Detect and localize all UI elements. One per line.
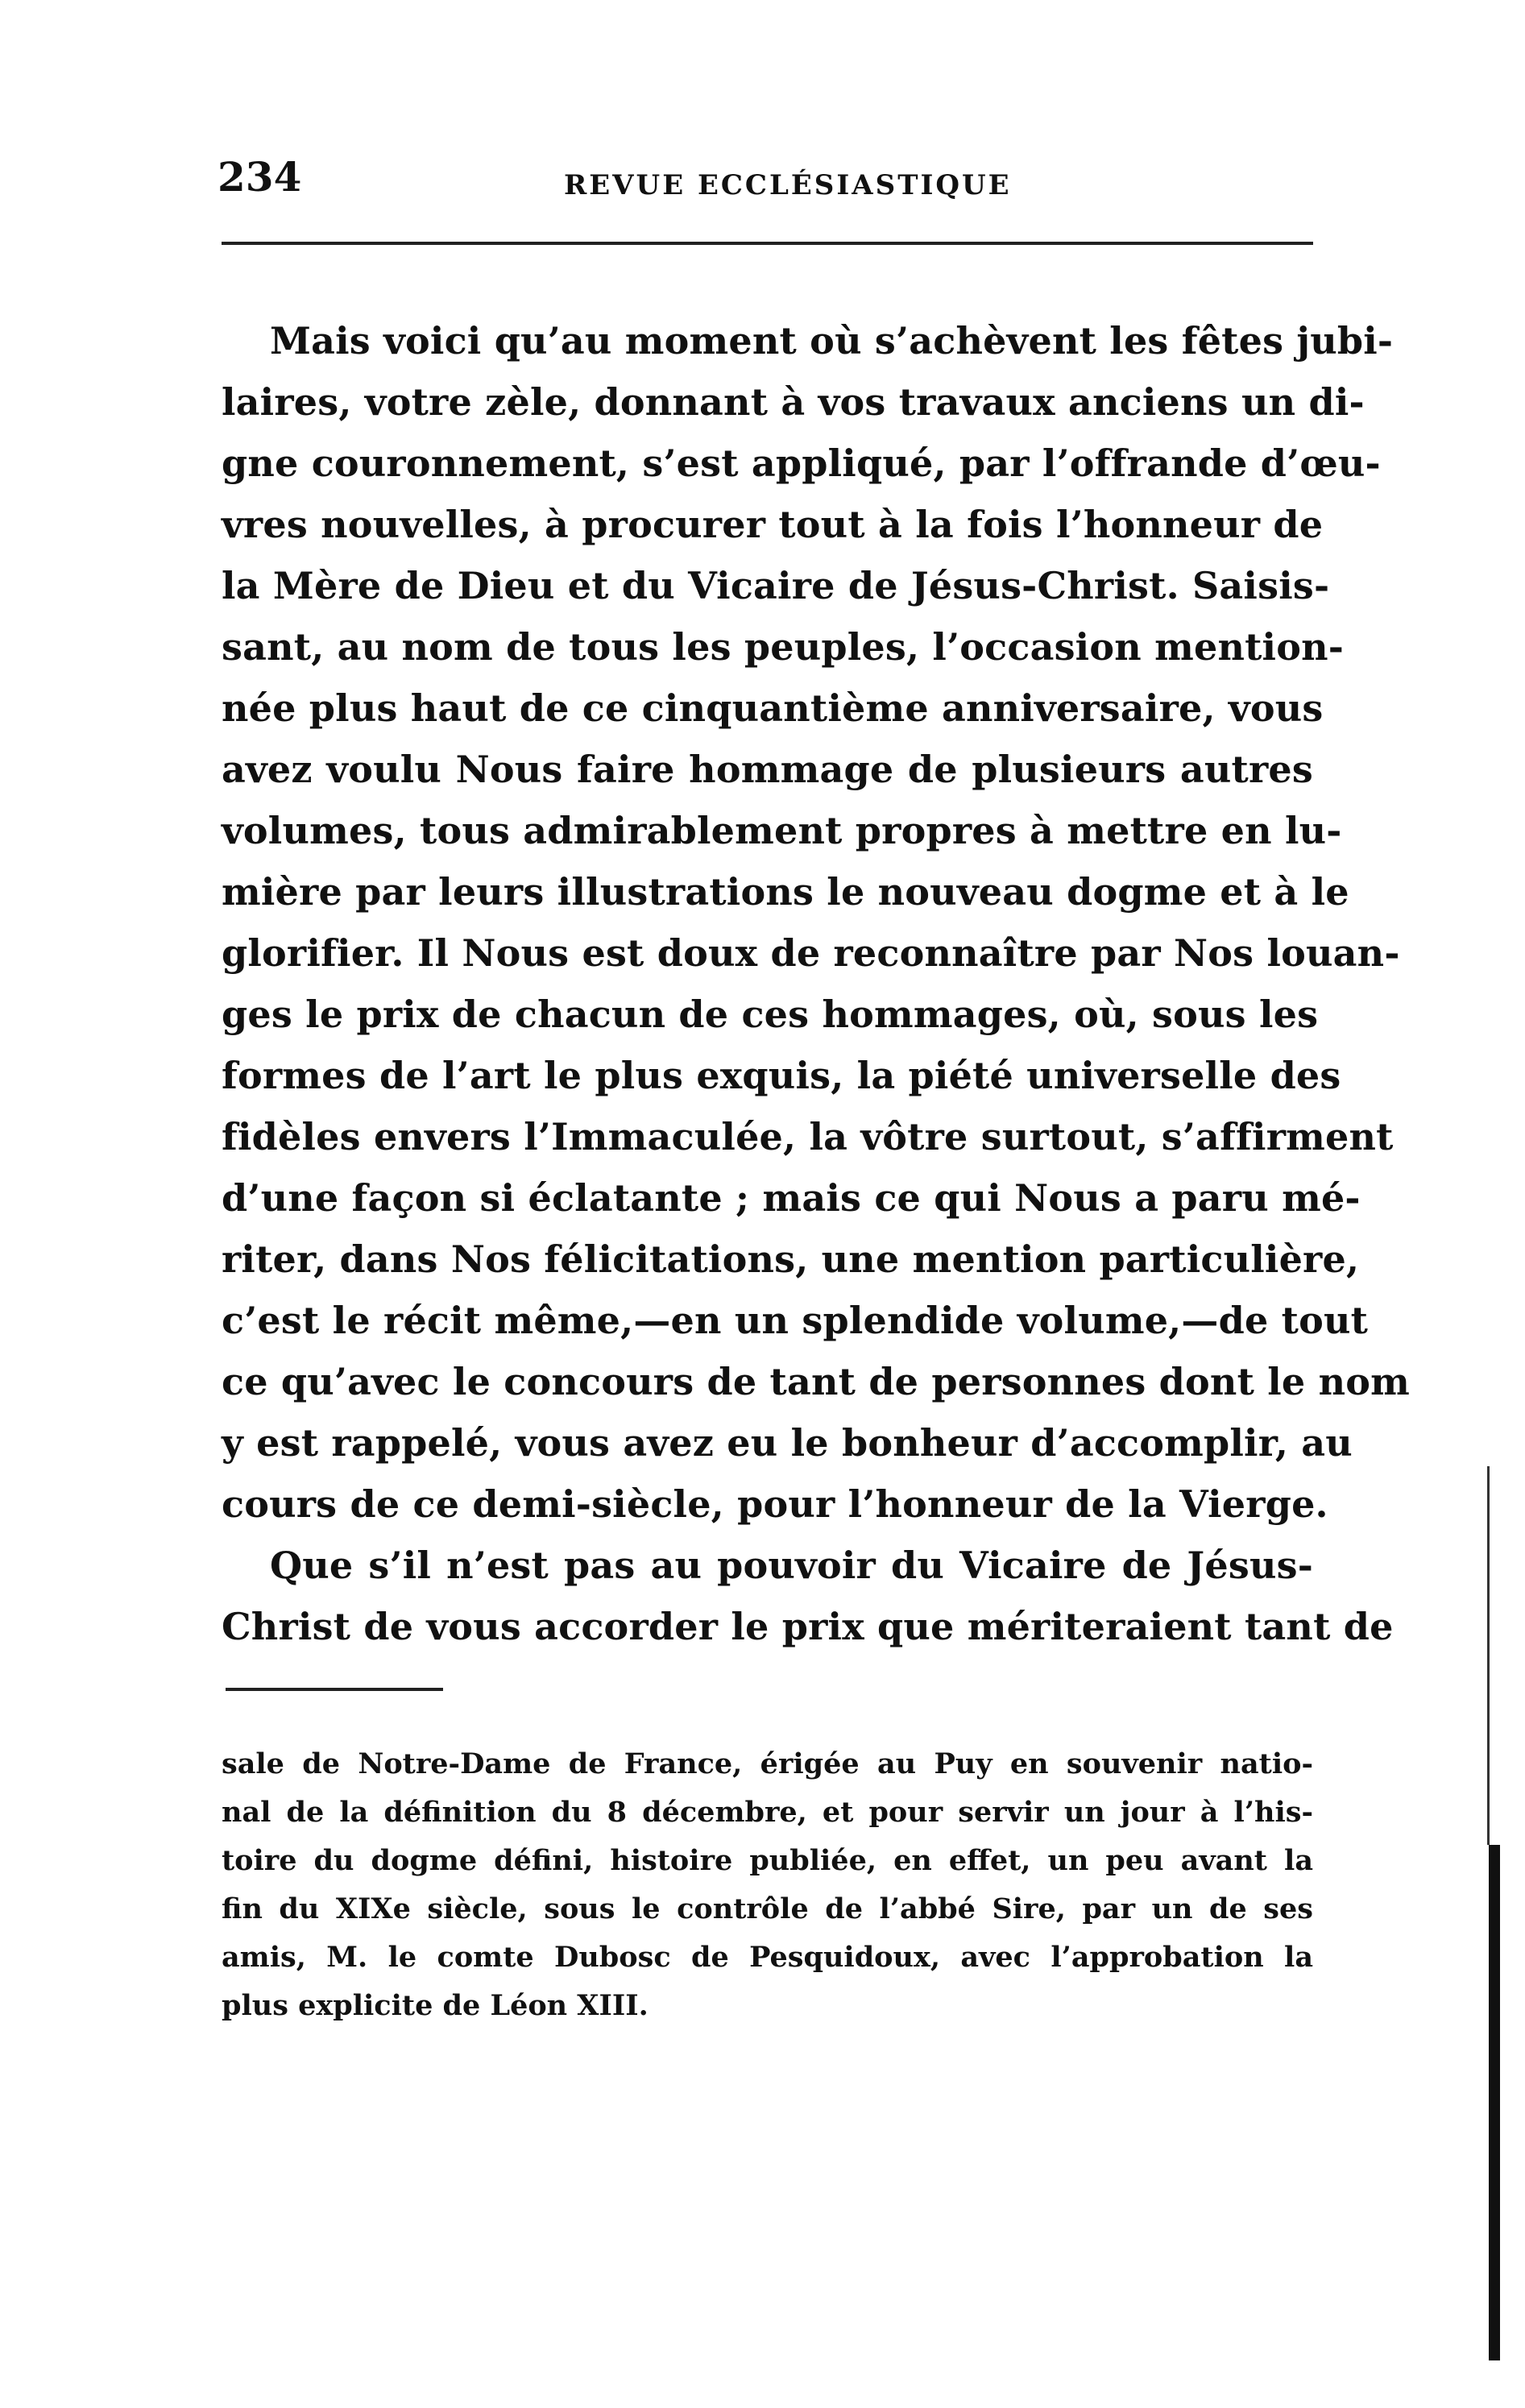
- body-line: fidèles envers l’Immaculée, la vôtre surtout, s’affirment: [222, 1115, 1394, 1158]
- body-text: [222, 310, 1410, 1657]
- body-line: cours de ce demi-siècle, pour l’honneur de la Vierge.: [222, 1482, 1328, 1526]
- body-line: laires, votre zèle, donnant à vos travaux anciens un di-: [222, 380, 1365, 424]
- footnote-line: toire du dogme défini, histoire publiée, en effet, un peu avant la: [222, 1844, 1313, 1877]
- body-line: née plus haut de ce cinquantième anniversaire, vous: [222, 686, 1324, 730]
- body-line: la Mère de Dieu et du Vicaire de Jésus-Christ. Saisis-: [222, 564, 1330, 607]
- body-line: c’est le récit même,—en un splendide volume,—de tout: [222, 1299, 1369, 1342]
- footnote-line: amis, M. le comte Dubosc de Pesquidoux, avec l’approbation la: [222, 1941, 1313, 1974]
- body-line: y est rappelé, vous avez eu le bonheur d’accomplir, au: [222, 1421, 1353, 1465]
- body-line: gne couronnement, s’est appliqué, par l’offrande d’œu-: [222, 441, 1381, 485]
- footnote: [222, 1740, 1313, 2030]
- page-number: 234: [218, 153, 302, 201]
- footnote-line: nal de la définition du 8 décembre, et pour servir un jour à l’his-: [222, 1796, 1313, 1829]
- header-rule: [222, 242, 1313, 245]
- scan-edge-bar: [1489, 1845, 1500, 2360]
- body-line: sant, au nom de tous les peuples, l’occasion mention-: [222, 625, 1345, 669]
- body-line: mière par leurs illustrations le nouveau dogme et à le: [222, 870, 1349, 914]
- footnote-line: fin du XIXe siècle, sous le contrôle de l’abbé Sire, par un de ses: [222, 1892, 1313, 1925]
- body-line: formes de l’art le plus exquis, la piété universelle des: [222, 1054, 1341, 1097]
- body-line: ges le prix de chacun de ces hommages, où, sous les: [222, 993, 1319, 1036]
- footnote-line: plus explicite de Léon XIII.: [222, 1989, 649, 2022]
- page-header: [218, 153, 1313, 218]
- running-head: REVUE ECCLÉSIASTIQUE: [564, 169, 1012, 201]
- body-line: volumes, tous admirablement propres à mettre en lu-: [222, 809, 1342, 852]
- body-line: ce qu’avec le concours de tant de personnes dont le nom: [222, 1360, 1410, 1403]
- body-line: riter, dans Nos félicitations, une mention particulière,: [222, 1237, 1360, 1281]
- footnote-rule: [226, 1688, 443, 1691]
- footnote-line: sale de Notre-Dame de France, érigée au Puy en souvenir natio-: [222, 1747, 1313, 1780]
- body-line: glorifier. Il Nous est doux de reconnaître par Nos louan-: [222, 931, 1400, 975]
- body-line: d’une façon si éclatante ; mais ce qui Nous a paru mé-: [222, 1176, 1361, 1220]
- body-line: Mais voici qu’au moment où s’achèvent les fêtes jubi-: [270, 319, 1394, 363]
- body-line: Que s’il n’est pas au pouvoir du Vicaire de Jésus-: [270, 1544, 1313, 1587]
- body-line: Christ de vous accorder le prix que mériteraient tant de: [222, 1605, 1394, 1648]
- scan-edge-line: [1487, 1466, 1490, 1845]
- body-line: vres nouvelles, à procurer tout à la fois l’honneur de: [222, 503, 1324, 546]
- body-line: avez voulu Nous faire hommage de plusieurs autres: [222, 748, 1313, 791]
